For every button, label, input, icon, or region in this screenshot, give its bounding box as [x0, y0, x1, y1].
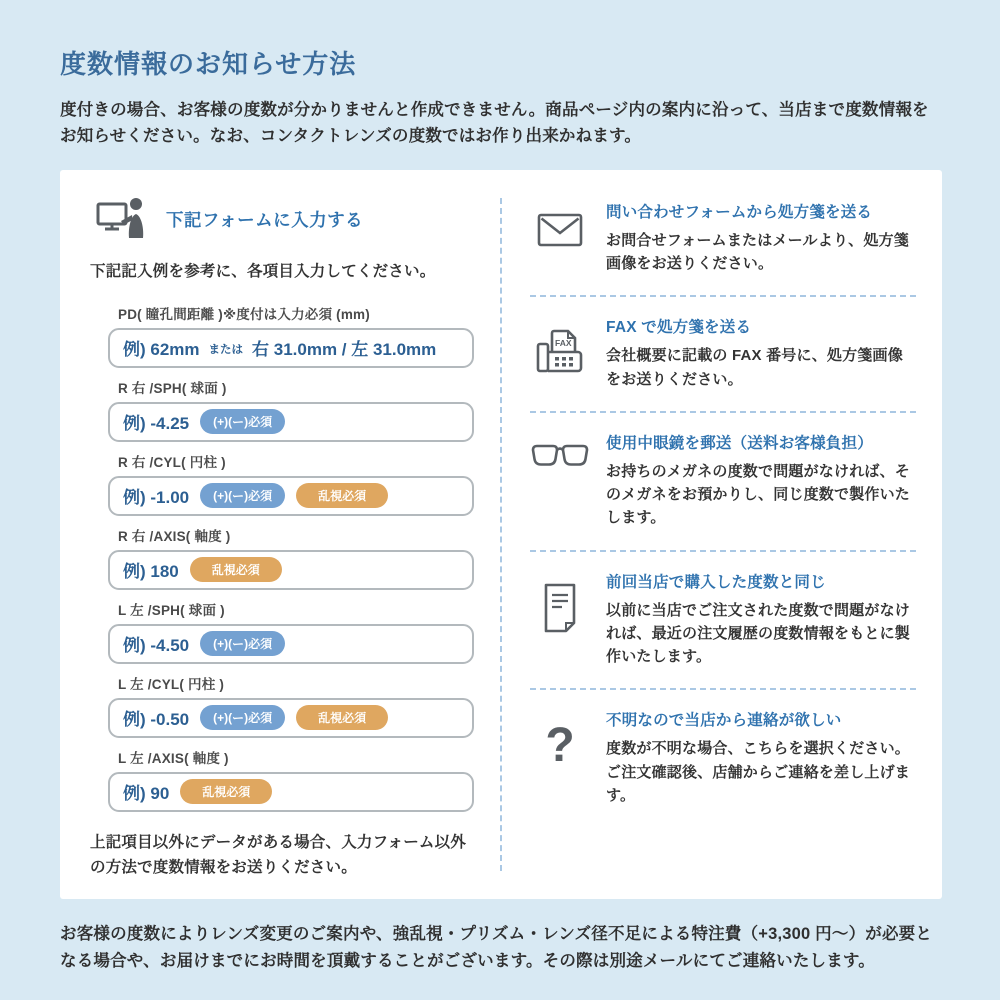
mail-icon	[530, 200, 590, 276]
plus-minus-required-badge: (+)(ー)必須	[200, 631, 285, 656]
methods-panel	[60, 170, 942, 899]
field-label: R 右 /AXIS( 軸度 )	[118, 528, 231, 544]
method-contact-form	[530, 194, 916, 298]
glasses-icon	[530, 431, 590, 530]
document-icon	[530, 570, 590, 669]
field-group-r-cyl	[108, 451, 474, 516]
method-fax	[530, 297, 916, 413]
method-text	[606, 431, 916, 530]
field-label: L 左 /CYL( 円柱 )	[118, 676, 225, 692]
method-previous-order	[530, 552, 916, 691]
astigmatism-required-badge: 乱視必須	[180, 779, 272, 804]
field-group-l-axis	[108, 747, 474, 812]
example-box-r-sph	[108, 402, 474, 442]
form-example-fields	[88, 303, 474, 812]
method-body: お問合せフォームまたはメールより、処方箋画像をお送りください。	[606, 231, 909, 273]
fax-icon	[530, 315, 590, 391]
footer-note: お客様の度数によりレンズ変更のご案内や、強乱視・プリズム・レンズ径不足による特注費（+3,300 円〜）が必要となる場合や、お届けまでにお時間を頂戴することがございます。その際は別途メールにてご連絡いたします。	[60, 924, 933, 971]
field-label: L 左 /SPH( 球面 )	[118, 602, 225, 618]
example-value: 例) -4.50	[123, 636, 190, 656]
plus-minus-required-badge: (+)(ー)必須	[200, 483, 285, 508]
field-label: L 左 /AXIS( 軸度 )	[118, 750, 229, 766]
method-title: 前回当店で購入した度数と同じ	[606, 573, 826, 591]
example-box-l-cyl	[108, 698, 474, 738]
method-title: FAX で処方箋を送る	[606, 319, 752, 337]
page-title: 度数情報のお知らせ方法	[60, 49, 357, 79]
field-label: PD( 瞳孔間距離 )※度付は入力必須 (mm)	[118, 306, 370, 322]
method-title: 問い合わせフォームから処方箋を送る	[606, 203, 873, 221]
example-box-pd	[108, 328, 474, 368]
field-group-l-sph	[108, 599, 474, 664]
method-body: 会社概要に記載の FAX 番号に、処方箋画像をお送りください。	[606, 347, 903, 388]
astigmatism-required-badge: 乱視必須	[296, 483, 388, 508]
form-note: 上記項目以外にデータがある場合、入力フォーム以外の方法で度数情報をお送りください。	[90, 833, 467, 877]
method-body: 度数が不明な場合、こちらを選択ください。ご注文確認後、店舗からご連絡を差し上げます。	[606, 740, 911, 804]
method-text	[606, 200, 916, 276]
example-value: 例) 90	[123, 784, 170, 804]
plus-minus-required-badge: (+)(ー)必須	[200, 705, 285, 730]
field-label: R 右 /CYL( 円柱 )	[118, 454, 226, 470]
example-value: 例) 180	[123, 562, 179, 582]
question-glyph: ?	[545, 719, 575, 773]
plus-minus-required-badge: (+)(ー)必須	[200, 409, 285, 434]
example-conjunction: または	[208, 343, 244, 356]
field-label: R 右 /SPH( 球面 )	[118, 380, 227, 396]
method-unknown-contact	[530, 690, 916, 827]
method-text	[606, 570, 916, 669]
example-box-l-axis	[108, 772, 474, 812]
question-icon	[530, 708, 590, 807]
method-text	[606, 708, 916, 807]
form-header-label: 下記フォームに入力する	[166, 209, 364, 230]
method-mail-glasses	[530, 413, 916, 552]
field-group-r-sph	[108, 377, 474, 442]
example-value-tail: 右 31.0mm / 左 31.0mm	[252, 340, 437, 360]
example-box-r-axis	[108, 550, 474, 590]
methods-column	[502, 170, 942, 899]
method-title: 不明なので当店から連絡が欲しい	[606, 712, 842, 730]
intro-text: 度付きの場合、お客様の度数が分かりませんと作成できません。商品ページ内の案内に沿って、当店まで度数情報をお知らせください。なお、コンタクトレンズの度数ではお作り出来かねます。	[60, 101, 929, 146]
method-title: 使用中眼鏡を郵送（送料お客様負担）	[606, 434, 873, 452]
method-text	[606, 315, 916, 391]
example-box-r-cyl	[108, 476, 474, 516]
astigmatism-required-badge: 乱視必須	[190, 557, 282, 582]
field-group-l-cyl	[108, 673, 474, 738]
example-value: 例) -4.25	[123, 414, 190, 434]
field-group-pd	[108, 303, 474, 368]
astigmatism-required-badge: 乱視必須	[296, 705, 388, 730]
form-header	[88, 196, 474, 243]
person-at-monitor-icon	[96, 196, 150, 243]
fax-icon-label: FAX	[555, 338, 572, 349]
form-column	[60, 170, 500, 899]
form-subheader: 下記記入例を参考に、各項目入力してください。	[90, 262, 436, 280]
example-box-l-sph	[108, 624, 474, 664]
method-body: 以前に当店でご注文された度数で問題がなければ、最近の注文履歴の度数情報をもとに製作いたします。	[606, 601, 911, 666]
example-value: 例) 62mm	[123, 340, 200, 360]
example-value: 例) -0.50	[123, 710, 190, 730]
method-body: お持ちのメガネの度数で問題がなければ、そのメガネをお預かりし、同じ度数で製作いたします。	[606, 462, 911, 527]
field-group-r-axis	[108, 525, 474, 590]
example-value: 例) -1.00	[123, 488, 190, 508]
